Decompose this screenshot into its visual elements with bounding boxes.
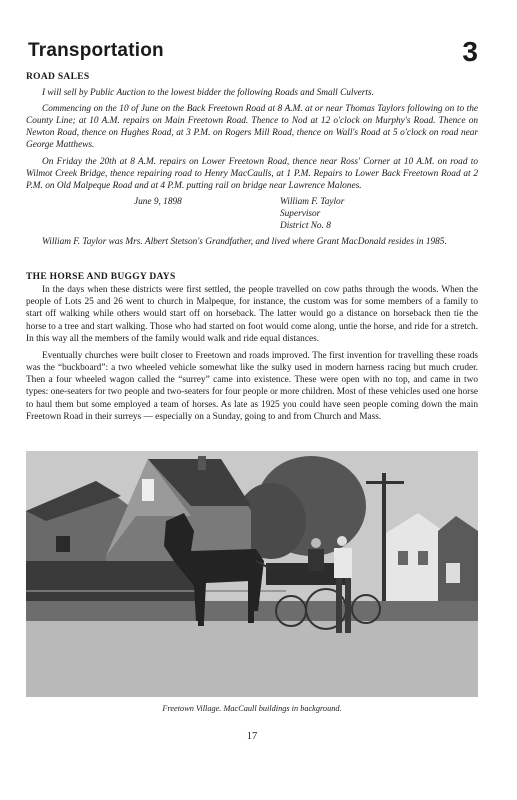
historic-photo: [26, 451, 478, 697]
horse-buggy-paragraph-1: In the days when these districts were first settled, the people travelled on cow paths through the woods. When the people of Lots 25 and 26 went to church in Malpeque, for instance, the custom was for some members of a family to start off walking while others would start off on horseback. The latter would go a distance on horseback then tie the horse to a tree and start walking. Those who had started on foot would come along, untie the horse, and ride for a stretch. In this way all the members of the family would walk and ride equal distances.: [26, 285, 478, 344]
horse-buggy-section: [26, 271, 478, 428]
chapter-title: Transportation: [28, 40, 164, 61]
maccaull-buildings: [386, 513, 478, 601]
hedge: [26, 561, 196, 601]
signature-block: [26, 196, 478, 234]
utility-pole: [382, 473, 386, 603]
signer-title: Supervisor: [280, 208, 321, 219]
road-sales-section: [26, 71, 478, 252]
road-sales-note: William F. Taylor was Mrs. Albert Stetson's Grandfather, and lived where Grant MacDonald resides in 1985.: [42, 236, 447, 247]
road-sales-heading: ROAD SALES: [26, 72, 90, 82]
road-sales-intro: I will sell by Public Auction to the lowest bidder the following Roads and Small Culverts.: [42, 88, 374, 99]
notice-date: June 9, 1898: [134, 196, 182, 207]
signer-district: District No. 8: [280, 220, 331, 231]
chapter-number: 3: [462, 36, 478, 67]
photo-caption: Freetown Village. MacCaull buildings in background.: [162, 704, 342, 713]
horse-buggy-paragraph-2: Eventually churches were built closer to Freetown and roads improved. The first invention for travelling these roads was the “buckboard”: a two wheeled vehicle somewhat like the sulky used in modern harness racing but much cruder. Then a four wheeled wagon called the “surrey” came into existence. These were open with no top, and came in two types: one-seaters for two people and two-seaters for four people or more children. Most of these vehicles used one horse to haul them but some employed a team of horses. As late as 1925 you could have seen people coming down the main Freetown Road in their surreys — especially on a Sunday, going to and from Church and Mass.: [26, 350, 478, 422]
road-sales-paragraph-2: On Friday the 20th at 8 A.M. repairs on Lower Freetown Road, thence near Ross' Corner at 10 A.M. on road to Wilmot Creek Bridge, thence repairing road to Henry MacCaulls, at 1 P.M. Repairs to Lower Back Freetown Road at 2 P.M. on Old Malpeque Road and at 4 P.M. putting rail on bridge near Lawrence Malones.: [26, 156, 478, 191]
photo-illustration: [26, 451, 478, 697]
page-number: 17: [246, 731, 258, 742]
road-sales-paragraph-1: Commencing on the 10 of June on the Back Freetown Road at 8 A.M. at or near Thomas Taylors following on to the County Line; at 10 A.M. repairs on Main Freetown Road. Thence to Nod at 12 o'clock on Murphy's Road. Thence on Newton Road, thence on Hughes Road, at 3 P.M. on Rogers Mill Road, thence on Wall's Road at 5 o'clock on road near George Matthews.: [26, 104, 478, 151]
horse-buggy-heading: THE HORSE AND BUGGY DAYS: [26, 272, 176, 282]
book-page: [26, 0, 478, 800]
signer-name: William F. Taylor: [280, 196, 345, 207]
signer: [280, 196, 344, 232]
